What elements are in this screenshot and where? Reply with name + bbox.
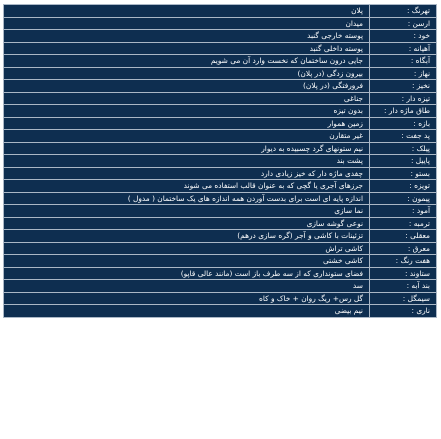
glossary-row xyxy=(4,30,437,43)
glossary-row xyxy=(4,42,437,55)
term-cell: بستو : xyxy=(370,167,437,180)
glossary-row xyxy=(4,80,437,93)
glossary-row xyxy=(4,55,437,68)
term-cell: نهاز : xyxy=(370,67,437,80)
term-cell: پیلک : xyxy=(370,142,437,155)
term-cell: تیزه دار : xyxy=(370,92,437,105)
term-cell: بازه : xyxy=(370,117,437,130)
definition-cell: نما سازی xyxy=(4,205,370,218)
definition-cell: پوسته خارجی گنبد xyxy=(4,30,370,43)
definition-cell: جرزهای آجری یا گچی که به عنوان قالب استفاده می شوند xyxy=(4,180,370,193)
definition-cell: گل رس+ ریگ روان + خاک و کاه xyxy=(4,292,370,305)
term-cell: پد جفت : xyxy=(370,130,437,143)
definition-cell: پلان xyxy=(4,5,370,18)
term-cell: بند آبه : xyxy=(370,280,437,293)
glossary-row xyxy=(4,292,437,305)
definition-cell: پشت بند xyxy=(4,155,370,168)
term-cell: آبگاه : xyxy=(370,55,437,68)
definition-cell: زمین هموار xyxy=(4,117,370,130)
term-cell: تویزه : xyxy=(370,180,437,193)
term-cell: معقلی : xyxy=(370,230,437,243)
definition-cell: کاشی خشتی xyxy=(4,255,370,268)
definition-cell: نیم بیضی xyxy=(4,305,370,318)
term-cell: ستاوند : xyxy=(370,267,437,280)
definition-cell: جایی درون ساختمان که نخست وارد آن می شویم xyxy=(4,55,370,68)
term-cell: آمود : xyxy=(370,205,437,218)
definition-cell: بیرون زدگی (در پلان) xyxy=(4,67,370,80)
glossary-row xyxy=(4,117,437,130)
definition-cell: فرورفتگی (در پلان) xyxy=(4,80,370,93)
definition-cell: اندازه پایه ای است برای بدست آوردن همه اندازه های یک ساختمان ( مدول ) xyxy=(4,192,370,205)
glossary-row xyxy=(4,192,437,205)
definition-cell: نیم ستونهای گرد چسبیده به دیوار xyxy=(4,142,370,155)
glossary-row xyxy=(4,5,437,18)
glossary-row xyxy=(4,142,437,155)
term-cell: طاق ماژه دار : xyxy=(370,105,437,118)
definition-cell: فضای ستونداری که از سه طرف باز است (مانند عالی قاپو) xyxy=(4,267,370,280)
glossary-row xyxy=(4,255,437,268)
term-cell: ترمبه : xyxy=(370,217,437,230)
definition-cell: میدان xyxy=(4,17,370,30)
definition-cell: غیر متقارن xyxy=(4,130,370,143)
term-cell: معرق : xyxy=(370,242,437,255)
glossary-row xyxy=(4,167,437,180)
glossary-table xyxy=(3,4,437,318)
glossary-row xyxy=(4,67,437,80)
term-cell: ارسن : xyxy=(370,17,437,30)
glossary-row xyxy=(4,180,437,193)
glossary-row xyxy=(4,217,437,230)
term-cell: پاییل : xyxy=(370,155,437,168)
term-cell: آهیانه : xyxy=(370,42,437,55)
glossary-row xyxy=(4,267,437,280)
glossary-row xyxy=(4,17,437,30)
glossary-row xyxy=(4,305,437,318)
term-cell: هفت رنگ : xyxy=(370,255,437,268)
definition-cell: تزئینات با کاشی و آجر (گره سازی درهم) xyxy=(4,230,370,243)
definition-cell: سد xyxy=(4,280,370,293)
definition-cell: پوسته داخلی گنبد xyxy=(4,42,370,55)
definition-cell: کاشی تراش xyxy=(4,242,370,255)
glossary-row xyxy=(4,155,437,168)
term-cell: خود : xyxy=(370,30,437,43)
glossary-row xyxy=(4,92,437,105)
term-cell: تهرنگ : xyxy=(370,5,437,18)
term-cell: ناری : xyxy=(370,305,437,318)
glossary-row xyxy=(4,242,437,255)
glossary-body xyxy=(4,5,437,318)
definition-cell: نوعی گوشه سازی xyxy=(4,217,370,230)
glossary-row xyxy=(4,205,437,218)
definition-cell: جناغی xyxy=(4,92,370,105)
term-cell: نخیز : xyxy=(370,80,437,93)
glossary-row xyxy=(4,105,437,118)
definition-cell: بدون تیزه xyxy=(4,105,370,118)
term-cell: سیمگل : xyxy=(370,292,437,305)
term-cell: پیمون : xyxy=(370,192,437,205)
glossary-row xyxy=(4,130,437,143)
glossary-row xyxy=(4,280,437,293)
definition-cell: چفدی ماژه دار که خیز زیادی دارد xyxy=(4,167,370,180)
glossary-row xyxy=(4,230,437,243)
